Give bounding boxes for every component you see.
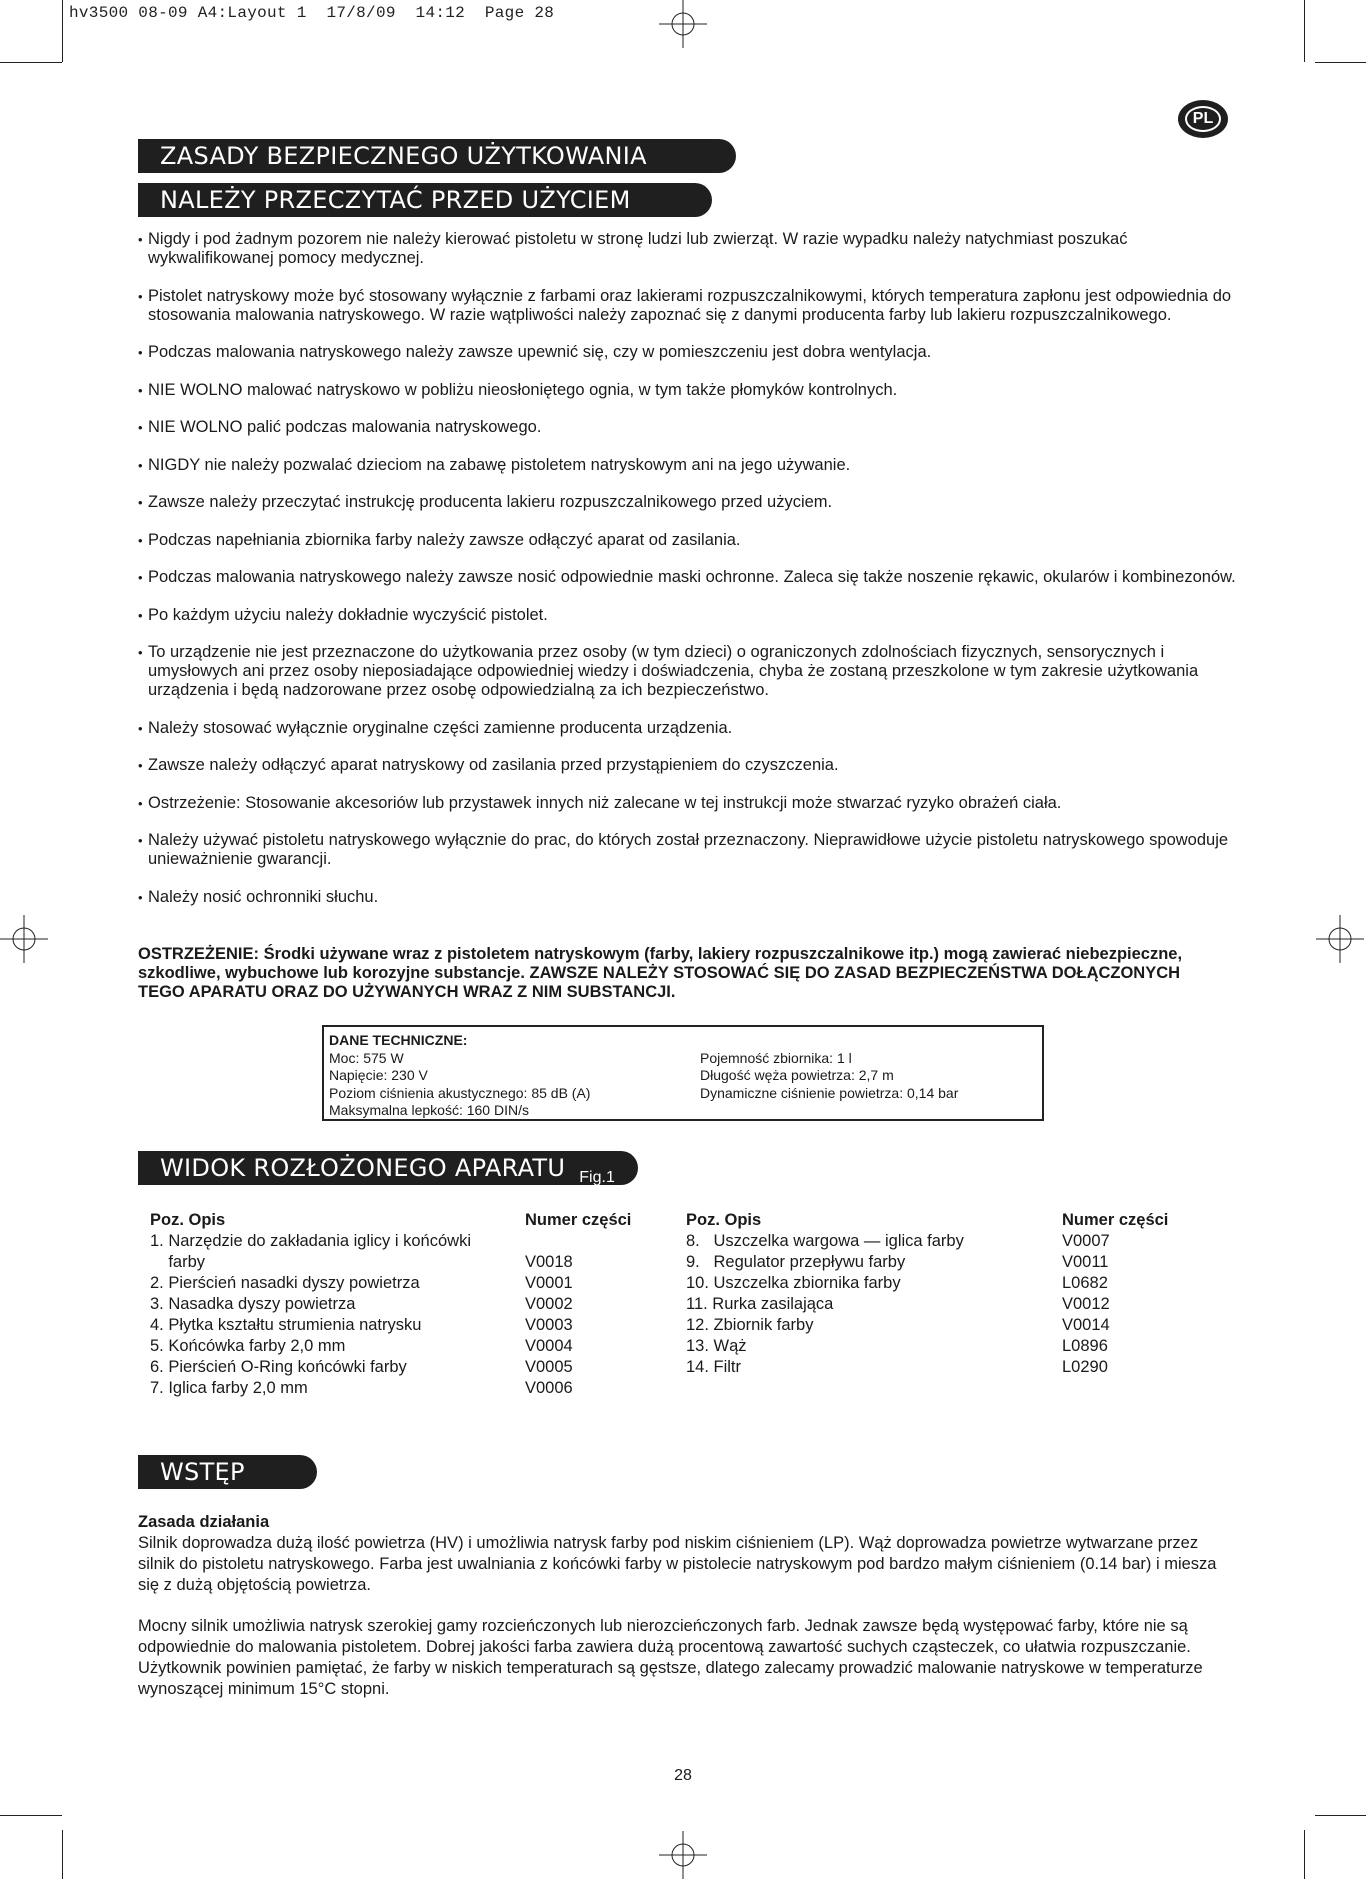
safety-list-item: • NIE WOLNO palić podczas malowania natryskowego. — [138, 418, 1238, 437]
technical-data-line: Maksymalna lepkość: 160 DIN/s — [329, 1102, 529, 1118]
parts-header-description: Poz. Opis — [150, 1211, 226, 1229]
part-number: V0005 — [525, 1358, 573, 1376]
parts-header-number: Numer części — [525, 1211, 632, 1229]
part-description: 14. Filtr — [686, 1358, 742, 1376]
parts-list-left — [150, 1210, 660, 1399]
parts-list-row — [686, 1294, 1226, 1315]
part-number: V0014 — [1062, 1316, 1110, 1334]
section-banner-safety — [138, 139, 736, 173]
crop-mark — [1304, 1830, 1305, 1879]
part-number: V0018 — [525, 1253, 573, 1271]
registration-mark-icon — [659, 1831, 707, 1879]
safety-list-item: • To urządzenie nie jest przeznaczone do użytkowania przez osoby (w tym dzieci) o ograniczonych zdolnościach fizycznych, sensorycznych i umysłowych ani przez osoby nieposiadające odpowiedniej wiedzy i doświadczenia, chyba że zostaną przeszkolone w tym zakresie użytkowania urządzenia i będą nadzorowane przez osobę odpowiedzialną za ich bezpieczeństwo. — [138, 643, 1238, 700]
parts-list-header — [686, 1210, 1226, 1231]
technical-data-title: DANE TECHNICZNE: — [329, 1032, 468, 1048]
crop-mark — [1304, 0, 1305, 62]
part-number: V0001 — [525, 1274, 573, 1292]
part-description: 10. Uszczelka zbiornika farby — [686, 1274, 901, 1292]
safety-list-item: • NIE WOLNO malować natryskowo w pobliżu nieosłoniętego ognia, w tym także płomyków kontrolnych. — [138, 381, 1238, 400]
safety-list-item: • Podczas malowania natryskowego należy zawsze upewnić się, czy w pomieszczeniu jest dobra wentylacja. — [138, 343, 1238, 362]
warning-paragraph: OSTRZEŻENIE: Środki używane wraz z pistoletem natryskowym (farby, lakiery rozpuszczalnikowe itp.) mogą zawierać niebezpieczne, szkodliwe, wybuchowe lub korozyjne substancje. ZAWSZE NALEŻY STOSOWAĆ SIĘ DO ZASAD BEZPIECZEŃSTWA DOŁĄCZONYCH TEGO APARATU ORAZ DO UŻYWANYCH WRAZ Z NIM SUBSTANCJI. — [138, 945, 1183, 1001]
intro-paragraph-2: Mocny silnik umożliwia natrysk szerokiej gamy rozcieńczonych lub nierozcieńczonych farb. Jednak zawsze będą występować farby, które nie są odpowiednie do malowania pistoletem. Dobrej jakości farba zawiera dużą procentową zawartość suchych cząsteczek, co ułatwia rozpuszczanie. Użytkownik powinien pamiętać, że farby w niskich temperaturach są gęstsze, dlatego zalecamy prowadzić malowanie natryskowe w temperaturze wynoszącej minimum 15°C stopni. — [138, 1617, 1203, 1698]
part-number: V0002 — [525, 1295, 573, 1313]
technical-data-line: Moc: 575 W — [329, 1049, 404, 1066]
part-number: V0011 — [1062, 1253, 1109, 1271]
part-description: 3. Nasadka dyszy powietrza — [150, 1295, 356, 1313]
page-number: 28 — [674, 1767, 692, 1784]
print-slug: hv3500 08-09 A4:Layout 1 17/8/09 14:12 Page 28 — [69, 4, 555, 22]
safety-list-item: • Podczas malowania natryskowego należy zawsze nosić odpowiednie maski ochronne. Zaleca się także noszenie rękawic, okularów i kombinezonów. — [138, 568, 1238, 587]
parts-list-row — [150, 1336, 660, 1357]
parts-list-row — [150, 1273, 660, 1294]
language-badge — [1178, 100, 1228, 138]
safety-list-item: • Zawsze należy odłączyć aparat natryskowy od zasilania przed przystąpieniem do czyszczenia. — [138, 756, 1238, 775]
part-number: V0012 — [1062, 1295, 1110, 1313]
technical-data-line: Poziom ciśnienia akustycznego: 85 dB (A) — [329, 1084, 591, 1101]
part-description: 9. Regulator przepływu farby — [686, 1253, 906, 1271]
parts-list-row — [150, 1357, 660, 1378]
part-description: 1. Narzędzie do zakładania iglicy i końcówki — [150, 1232, 471, 1250]
part-number: V0007 — [1062, 1232, 1110, 1250]
parts-header-number: Numer części — [1062, 1211, 1169, 1229]
part-number: L0290 — [1062, 1358, 1108, 1376]
safety-list-item: • Należy używać pistoletu natryskowego wyłącznie do prac, do których został przeznaczony. Nieprawidłowe użycie pistoletu natryskowego spowoduje unieważnienie gwarancji. — [138, 831, 1238, 869]
registration-mark-icon — [1316, 915, 1364, 963]
part-description: 7. Iglica farby 2,0 mm — [150, 1379, 308, 1397]
safety-list — [138, 230, 1238, 925]
parts-list-row — [686, 1231, 1226, 1252]
intro-paragraph-1: Silnik doprowadza dużą ilość powietrza (HV) i umożliwia natrysk farby pod niskim ciśnieniem (LP). Wąż doprowadza powietrze wytwarzane przez silnik do pistoletu natryskowego. Farba jest uwalniania z końcówki farby w pistolecie natryskowym pod bardzo małym ciśnieniem (0.14 bar) i miesza się z dużą objętością powietrza. — [138, 1534, 1217, 1594]
part-description: farby — [150, 1253, 206, 1271]
crop-mark — [1315, 1815, 1366, 1816]
registration-mark-icon — [659, 0, 707, 48]
technical-data-left-column — [329, 1050, 700, 1120]
crop-mark — [0, 1815, 62, 1816]
intro-section — [138, 1512, 1238, 1720]
section-banner-exploded-view — [138, 1151, 638, 1185]
technical-data-line: Długość węża powietrza: 2,7 m — [700, 1067, 894, 1083]
intro-heading: Zasada działania — [138, 1513, 270, 1531]
parts-list-row — [686, 1336, 1226, 1357]
technical-data-box — [322, 1025, 1044, 1121]
parts-list-row — [150, 1252, 660, 1273]
banner-title: NALEŻY PRZECZYTAĆ PRZED UŻYCIEM — [160, 186, 631, 214]
part-description: 8. Uszczelka wargowa — iglica farby — [686, 1232, 964, 1250]
technical-data-line: Dynamiczne ciśnienie powietrza: 0,14 bar — [700, 1084, 959, 1101]
safety-list-item: • Pistolet natryskowy może być stosowany wyłącznie z farbami oraz lakierami rozpuszczalnikowymi, których temperatura zapłonu jest odpowiednia do stosowania malowania natryskowego. W razie wątpliwości należy zapoznać się z danymi producenta farby lub lakieru rozpuszczalnikowego. — [138, 287, 1238, 325]
parts-list-row — [686, 1357, 1226, 1378]
parts-list-row — [150, 1315, 660, 1336]
registration-mark-icon — [0, 915, 48, 963]
part-description: 5. Końcówka farby 2,0 mm — [150, 1337, 346, 1355]
banner-title: WIDOK ROZŁOŻONEGO APARATU — [160, 1154, 566, 1182]
parts-list-row — [150, 1231, 660, 1252]
banner-title: ZASADY BEZPIECZNEGO UŻYTKOWANIA — [160, 142, 647, 170]
part-number: V0006 — [525, 1379, 573, 1397]
parts-list-row — [150, 1378, 660, 1399]
section-banner-read-first — [138, 183, 712, 217]
crop-mark — [62, 1830, 63, 1879]
part-number: L0896 — [1062, 1337, 1108, 1355]
part-description: 11. Rurka zasilająca — [686, 1295, 834, 1313]
parts-list-row — [686, 1315, 1226, 1336]
part-description: 13. Wąż — [686, 1337, 747, 1355]
safety-list-item: • NIGDY nie należy pozwalać dzieciom na zabawę pistoletem natryskowym ani na jego używanie. — [138, 456, 1238, 475]
part-description: 4. Płytka kształtu strumienia natrysku — [150, 1316, 422, 1334]
banner-title: WSTĘP — [160, 1458, 245, 1486]
part-number: L0682 — [1062, 1274, 1108, 1292]
safety-list-item: • Należy nosić ochronniki słuchu. — [138, 888, 1238, 907]
parts-list-row — [686, 1273, 1226, 1294]
crop-mark — [62, 0, 63, 62]
part-description: 2. Pierścień nasadki dyszy powietrza — [150, 1274, 420, 1292]
parts-header-description: Poz. Opis — [686, 1211, 762, 1229]
part-number: V0004 — [525, 1337, 573, 1355]
technical-data-right-column — [700, 1050, 958, 1120]
parts-list-header — [150, 1210, 660, 1231]
parts-list-row — [686, 1252, 1226, 1273]
part-description: 6. Pierścień O-Ring końcówki farby — [150, 1358, 407, 1376]
crop-mark — [0, 62, 62, 63]
section-banner-intro — [138, 1455, 317, 1489]
part-number: V0003 — [525, 1316, 573, 1334]
parts-list-row — [150, 1294, 660, 1315]
safety-list-item: • Podczas napełniania zbiornika farby należy zawsze odłączyć aparat od zasilania. — [138, 531, 1238, 550]
part-description: 12. Zbiornik farby — [686, 1316, 814, 1334]
crop-mark — [1315, 62, 1366, 63]
language-badge-label: PL — [1185, 106, 1221, 132]
technical-data-line: Napięcie: 230 V — [329, 1067, 428, 1083]
parts-list-right — [686, 1210, 1226, 1378]
safety-list-item: • Po każdym użyciu należy dokładnie wyczyścić pistolet. — [138, 606, 1238, 625]
safety-list-item: • Zawsze należy przeczytać instrukcję producenta lakieru rozpuszczalnikowego przed użyciem. — [138, 493, 1238, 512]
safety-list-item: • Nigdy i pod żadnym pozorem nie należy kierować pistoletu w stronę ludzi lub zwierząt. W razie wypadku należy natychmiast poszukać wykwalifikowanej pomocy medycznej. — [138, 230, 1238, 268]
technical-data-line: Pojemność zbiornika: 1 l — [700, 1049, 852, 1066]
figure-reference: Fig.1 — [579, 1169, 615, 1186]
safety-list-item: • Ostrzeżenie: Stosowanie akcesoriów lub przystawek innych niż zalecane w tej instrukcji może stwarzać ryzyko obrażeń ciała. — [138, 794, 1238, 813]
safety-list-item: • Należy stosować wyłącznie oryginalne części zamienne producenta urządzenia. — [138, 719, 1238, 738]
